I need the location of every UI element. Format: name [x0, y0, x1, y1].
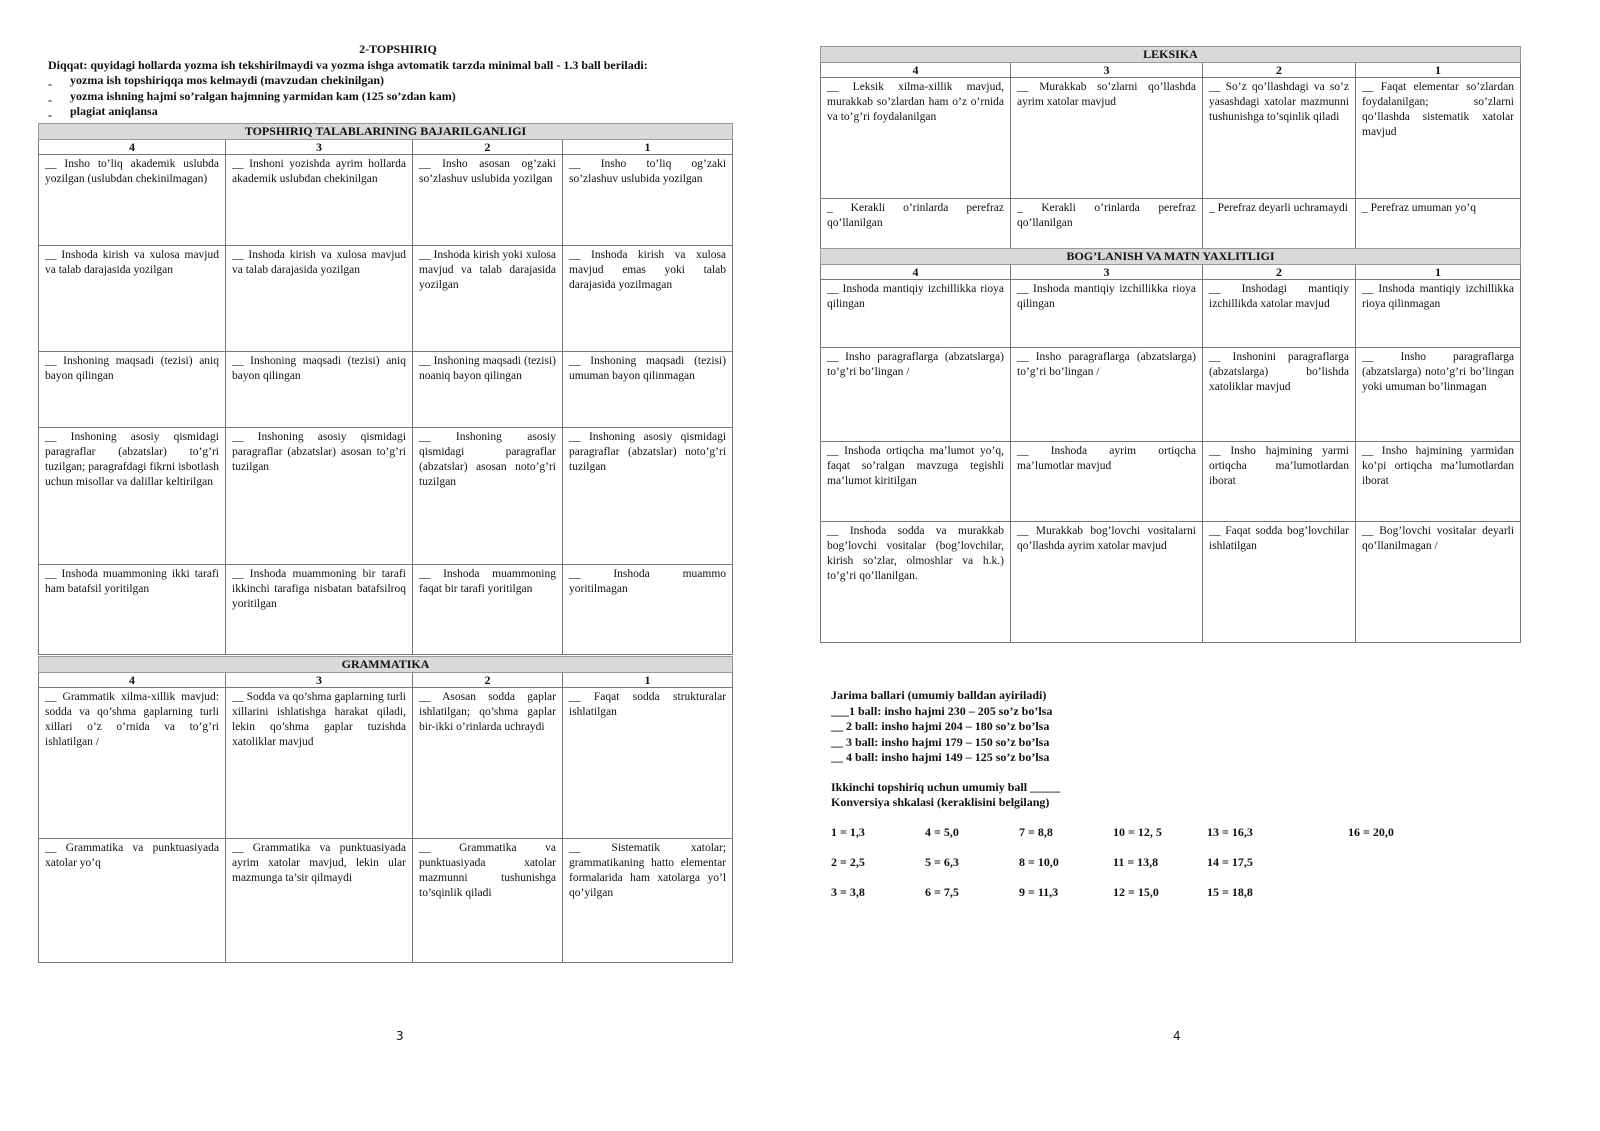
rubric-cell[interactable]: _ Perefraz deyarli uchramaydi — [1203, 199, 1356, 252]
rubric-table-boglanish — [820, 248, 1521, 643]
rubric-row — [821, 199, 1521, 252]
conversion-option[interactable]: 1 = 1,3 — [831, 825, 865, 839]
rubric-cell[interactable]: __ Insho hajmining yarmi ortiqcha ma’lumotlardan iborat — [1203, 442, 1356, 522]
rubric-cell[interactable]: __ Inshoda kirish va xulosa mavjud va talab darajasida yozilgan — [39, 246, 226, 352]
rubric-cell[interactable]: __ Insho asosan og’zaki so’zlashuv uslubida yozilgan — [413, 155, 563, 246]
rubric-cell[interactable]: __ So’z qo’llashdagi va so’z yasashdagi xatolar mazmunni tushunishga to’sqinlik qiladi — [1203, 78, 1356, 199]
page-number: 3 — [396, 1029, 404, 1043]
score-header: 4 — [821, 63, 1011, 78]
rubric-cell[interactable]: __ Inshoda muammo yoritilmagan — [563, 565, 733, 655]
rubric-cell[interactable]: __ Inshonini paragraflarga (abzatslarga) bo’lishda xatoliklar mavjud — [1203, 348, 1356, 442]
score-header: 2 — [413, 140, 563, 155]
rubric-cell[interactable]: __ Grammatika va punktuasiyada xatolar yo’q — [39, 839, 226, 963]
conversion-option[interactable]: 4 = 5,0 — [925, 825, 959, 839]
rubric-cell[interactable]: __ Inshoning asosiy qismidagi paragraflar (abzatslar) asosan noto’g’ri tuzilgan — [413, 428, 563, 565]
conversion-option[interactable]: 9 = 11,3 — [1019, 885, 1059, 899]
score-header: 2 — [413, 673, 563, 688]
rubric-row — [821, 280, 1521, 348]
rubric-row — [821, 522, 1521, 643]
penalty-option[interactable]: __ 3 ball: insho hajmi 179 – 150 so’z bo’lsa — [831, 734, 1050, 749]
rubric-cell[interactable]: __ Inshoda mantiqiy izchillikka rioya qilinmagan — [1356, 280, 1521, 348]
rubric-cell[interactable]: _ Kerakli o’rinlarda perefraz qo’llanilgan — [1011, 199, 1203, 252]
rubric-cell[interactable]: __ Sistematik xatolar; grammatikaning hatto elementar formalarida ham xatolarga yo’l qo’yilgan — [563, 839, 733, 963]
rubric-cell[interactable]: __ Inshoda mantiqiy izchillikka rioya qilingan — [1011, 280, 1203, 348]
conversion-option[interactable]: 11 = 13,8 — [1113, 855, 1159, 869]
bullet-mark: - — [48, 92, 52, 107]
score-header: 1 — [1356, 63, 1521, 78]
rubric-row — [39, 565, 733, 655]
rubric-cell[interactable]: __ Sodda va qo’shma gaplarning turli xillarini ishlatishga harakat qiladi, lekin qo’shma gaplar tuzishda xatoliklar mavjud — [226, 688, 413, 839]
rubric-cell[interactable]: __ Inshoda ayrim ortiqcha ma’lumotlar mavjud — [1011, 442, 1203, 522]
bullet-item — [48, 89, 748, 105]
rubric-cell[interactable]: _ Kerakli o’rinlarda perefraz qo’llanilgan — [821, 199, 1011, 252]
conversion-option[interactable]: 8 = 10,0 — [1019, 855, 1059, 869]
score-header: 1 — [563, 673, 733, 688]
conversion-scale-title: Konversiya shkalasi (keraklisini belgilang) — [831, 795, 1050, 809]
penalty-option[interactable]: __ 2 ball: insho hajmi 204 – 180 so’z bo’lsa — [831, 719, 1050, 733]
score-header: 2 — [1203, 63, 1356, 78]
rubric-cell[interactable]: __ Grammatika va punktuasiyada ayrim xatolar mavjud, lekin ular mazmunga ta’sir qilmaydi — [226, 839, 413, 963]
rubric-cell[interactable]: __ Inshoda muammoning ikki tarafi ham batafsil yoritilgan — [39, 565, 226, 655]
conversion-option[interactable]: 13 = 16,3 — [1207, 825, 1253, 839]
intro-block — [48, 42, 748, 120]
rubric-cell[interactable]: __ Insho paragraflarga (abzatslarga) noto’g’ri bo’lingan yoki umuman bo’linmagan — [1356, 348, 1521, 442]
page-number: 4 — [1173, 1029, 1181, 1043]
section-heading: LEKSIKA — [821, 47, 1521, 63]
rubric-cell[interactable]: __ Inshoda mantiqiy izchillikka rioya qilingan — [821, 280, 1011, 348]
conversion-option[interactable]: 10 = 12, 5 — [1113, 825, 1162, 839]
rubric-cell[interactable]: __ Inshoda kirish va xulosa mavjud va talab darajasida yozilgan — [226, 246, 413, 352]
rubric-row — [821, 78, 1521, 199]
penalty-option[interactable]: ___1 ball: insho hajmi 230 – 205 so’z bo’lsa — [831, 703, 1053, 718]
penalty-option[interactable]: __ 4 ball: insho hajmi 149 – 125 so’z bo’lsa — [831, 750, 1050, 764]
total-score-field[interactable]: Ikkinchi topshiriq uchun umumiy ball _____ — [831, 779, 1061, 794]
notice-text: Diqqat: quyidagi hollarda yozma ish tekshirilmaydi va yozma ishga avtomatik tarzda minimal ball - 1.3 ball beriladi: — [48, 57, 648, 72]
rubric-cell[interactable]: __ Inshoda kirish va xulosa mavjud emas yoki talab darajasida yozilmagan — [563, 246, 733, 352]
rubric-cell[interactable]: __ Murakkab so’zlarni qo’llashda ayrim xatolar mavjud — [1011, 78, 1203, 199]
rubric-cell[interactable]: __ Insho paragraflarga (abzatslarga) to’g’ri bo’lingan / — [1011, 348, 1203, 442]
rubric-cell[interactable]: __ Inshoning maqsadi (tezisi) umuman bayon qilinmagan — [563, 352, 733, 428]
rubric-cell[interactable]: __ Inshoni yozishda ayrim hollarda akademik uslubdan chekinilgan — [226, 155, 413, 246]
bullet-text: yozma ishning hajmi so’ralgan hajmning yarmidan kam (125 so’zdan kam) — [70, 88, 456, 103]
score-header: 4 — [39, 140, 226, 155]
rubric-cell[interactable]: __ Grammatik xilma-xillik mavjud: sodda va qo’shma gaplarning turli xillari o’z o’rnida va to’g’ri ishlatilgan / — [39, 688, 226, 839]
rubric-cell[interactable]: __ Inshoda muammoning faqat bir tarafi yoritilgan — [413, 565, 563, 655]
conversion-option[interactable]: 16 = 20,0 — [1348, 825, 1394, 839]
rubric-cell[interactable]: __ Inshoda sodda va murakkab bog’lovchi vositalar (bog’lovchilar, kirish so’zlar, olmoshlar va h.k.) to’g’ri qo’llanilgan. — [821, 522, 1011, 643]
bullet-mark: - — [48, 108, 52, 122]
rubric-row — [39, 428, 733, 565]
rubric-cell[interactable]: __ Insho to’liq akademik uslubda yozilgan (uslubdan chekinilmagan) — [39, 155, 226, 246]
rubric-table-grammatika — [38, 656, 733, 963]
section-heading: BOG’LANISH VA MATN YAXLITLIGI — [821, 249, 1521, 265]
rubric-row — [821, 442, 1521, 522]
score-header: 3 — [1011, 63, 1203, 78]
bullet-text: plagiat aniqlansa — [70, 104, 158, 118]
bullet-mark: - — [48, 77, 52, 91]
rubric-row — [821, 348, 1521, 442]
conversion-option[interactable]: 15 = 18,8 — [1207, 885, 1253, 899]
bullet-text: yozma ish topshiriqqa mos kelmaydi (mavzudan chekinilgan) — [70, 73, 385, 87]
rubric-cell[interactable]: __ Grammatika va punktuasiyada xatolar mazmunni tushunishga to’sqinlik qiladi — [413, 839, 563, 963]
page-4 — [800, 0, 1600, 1131]
conversion-option[interactable]: 3 = 3,8 — [831, 885, 865, 899]
rubric-cell[interactable]: __ Inshoning asosiy qismidagi paragraflar (abzatslar) noto’g’ri tuzilgan — [563, 428, 733, 565]
rubric-cell[interactable]: __ Inshoning maqsadi (tezisi) noaniq bayon qilingan — [413, 352, 563, 428]
rubric-table-topshiriq — [38, 123, 733, 655]
bullet-item — [48, 73, 748, 89]
section-heading: GRAMMATIKA — [39, 657, 733, 673]
rubric-cell[interactable]: __ Bog’lovchi vositalar deyarli qo’llanilmagan / — [1356, 522, 1521, 643]
score-header: 1 — [1356, 265, 1521, 280]
rubric-cell[interactable]: __ Insho to’liq og’zaki so’zlashuv uslubida yozilgan — [563, 155, 733, 246]
task-title: 2-TOPSHIRIQ — [359, 42, 437, 56]
rubric-cell[interactable]: __ Inshodagi mantiqiy izchillikda xatolar mavjud — [1203, 280, 1356, 348]
score-header: 1 — [563, 140, 733, 155]
conversion-option[interactable]: 6 = 7,5 — [925, 885, 959, 899]
bullet-item — [48, 104, 748, 120]
rubric-row — [39, 688, 733, 839]
rubric-cell[interactable]: __ Inshoning maqsadi (tezisi) aniq bayon qilingan — [39, 352, 226, 428]
rubric-cell[interactable]: __ Asosan sodda gaplar ishlatilgan; qo’shma gaplar bir-ikki o’rinlarda uchraydi — [413, 688, 563, 839]
rubric-cell[interactable]: __ Inshoning asosiy qismidagi paragraflar (abzatslar) asosan to’g’ri tuzilgan — [226, 428, 413, 565]
score-header: 3 — [226, 673, 413, 688]
rubric-cell[interactable]: __ Faqat sodda bog’lovchilar ishlatilgan — [1203, 522, 1356, 643]
rubric-cell[interactable]: __ Inshoda kirish yoki xulosa mavjud va talab darajasida yozilgan — [413, 246, 563, 352]
rubric-row — [39, 246, 733, 352]
rubric-cell[interactable]: __ Murakkab bog’lovchi vositalarni qo’llashda ayrim xatolar mavjud — [1011, 522, 1203, 643]
rubric-cell[interactable]: __ Inshoda muammoning bir tarafi ikkinchi tarafiga nisbatan batafsilroq yoritilgan — [226, 565, 413, 655]
rubric-table-leksika — [820, 46, 1521, 252]
score-header: 3 — [226, 140, 413, 155]
penalty-block — [831, 688, 1231, 811]
section-heading: TOPSHIRIQ TALABLARINING BAJARILGANLIGI — [39, 124, 733, 140]
score-header: 3 — [1011, 265, 1203, 280]
conversion-option[interactable]: 12 = 15,0 — [1113, 885, 1159, 899]
rubric-row — [39, 352, 733, 428]
score-header: 2 — [1203, 265, 1356, 280]
score-header: 4 — [39, 673, 226, 688]
score-header: 4 — [821, 265, 1011, 280]
rubric-row — [39, 155, 733, 246]
rubric-cell[interactable]: __ Insho paragraflarga (abzatslarga) to’g’ri bo’lingan / — [821, 348, 1011, 442]
conversion-option[interactable]: 5 = 6,3 — [925, 855, 959, 869]
rubric-cell[interactable]: __ Inshoda ortiqcha ma’lumot yo’q, faqat so’ralgan mavzuga tegishli ma’lumot kiritilgan — [821, 442, 1011, 522]
rubric-cell[interactable]: __ Inshoning maqsadi (tezisi) aniq bayon qilingan — [226, 352, 413, 428]
rubric-cell[interactable]: __ Leksik xilma-xillik mavjud, murakkab so’zlardan ham o’z o’rnida va to’g’ri foydalanilgan — [821, 78, 1011, 199]
penalty-title: Jarima ballari (umumiy balldan ayiriladi) — [831, 688, 1047, 702]
rubric-cell[interactable]: __ Inshoning asosiy qismidagi paragraflar (abzatslar) to’g’ri tuzilgan; paragrafdagi fikrni isbotlash uchun misollar va dalillar keltirilgan — [39, 428, 226, 565]
conversion-option[interactable]: 7 = 8,8 — [1019, 825, 1053, 839]
conversion-option[interactable]: 2 = 2,5 — [831, 855, 865, 869]
rubric-cell[interactable]: __ Faqat elementar so’zlardan foydalanilgan; so’zlarni qo’llashda sistematik xatolar mavjud — [1356, 78, 1521, 199]
rubric-cell[interactable]: _ Perefraz umuman yo’q — [1356, 199, 1521, 252]
rubric-cell[interactable]: __ Faqat sodda strukturalar ishlatilgan — [563, 688, 733, 839]
rubric-cell[interactable]: __ Insho hajmining yarmidan ko’pi ortiqcha ma’lumotlardan iborat — [1356, 442, 1521, 522]
conversion-option[interactable]: 14 = 17,5 — [1207, 855, 1253, 869]
rubric-row — [39, 839, 733, 963]
